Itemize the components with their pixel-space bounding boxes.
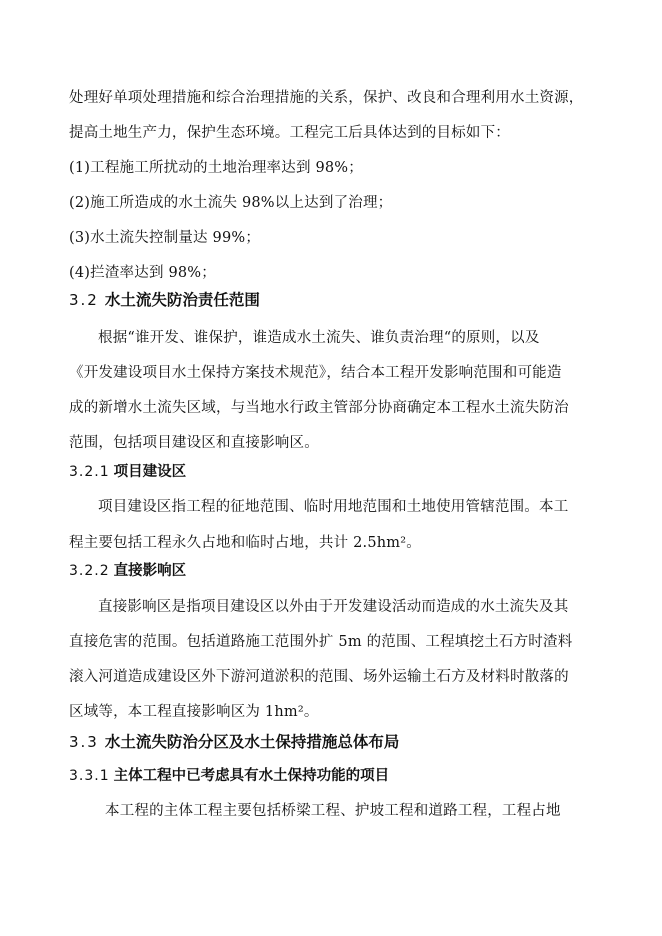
section-number: 3.2.1 [69, 464, 110, 480]
s32-paragraph-line-4: 范围，包括项目建设区和直接影响区。 [69, 435, 319, 451]
s321-paragraph-line-1: 项目建设区指工程的征地范围、临时用地范围和土地使用管辖范围。本工 [98, 499, 569, 515]
section-title: 项目建设区 [113, 464, 187, 480]
section-3-3-heading [69, 731, 399, 753]
s32-paragraph-line-3: 成的新增水土流失区域，与当地水行政主管部分协商确定本工程水土流失防治 [69, 400, 569, 416]
section-title: 水土流失防治分区及水土保持措施总体布局 [104, 733, 400, 751]
s322-paragraph-line-3: 滚入河道造成建设区外下游河道淤积的范围、场外运输土石方及材料时散落的 [69, 669, 569, 685]
s322-paragraph-line-2: 直接危害的范围。包括道路施工范围外扩 5m 的范围、工程填挖土石方时渣料 [69, 634, 573, 650]
section-title: 水土流失防治责任范围 [104, 291, 260, 309]
section-title: 直接影响区 [113, 563, 187, 579]
goal-item-2: (2)施工所造成的水土流失 98%以上达到了治理； [69, 195, 393, 211]
section-number: 3.2 [69, 291, 99, 309]
s322-paragraph-line-4: 区域等，本工程直接影响区为 1hm²。 [69, 704, 319, 720]
section-number: 3.3.1 [69, 768, 110, 784]
section-number: 3.3 [69, 733, 99, 751]
section-3-2-heading [69, 289, 260, 311]
s331-paragraph-line-1: 本工程的主体工程主要包括桥梁工程、护坡工程和道路工程，工程占地 [105, 803, 561, 819]
s321-paragraph-line-2: 程主要包括工程永久占地和临时占地，共计 2.5hm²。 [69, 535, 421, 551]
intro-line-1: 处理好单项处理措施和综合治理措施的关系，保护、改良和合理利用水土资源， [69, 90, 584, 106]
s32-paragraph-line-1: 根据“谁开发、谁保护，谁造成水土流失、谁负责治理“的原则，以及 [98, 330, 540, 346]
section-3-3-1-heading [69, 765, 389, 786]
s32-paragraph-line-2: 《开发建设项目水土保持方案技术规范》，结合本工程开发影响范围和可能造 [69, 365, 562, 381]
s322-paragraph-line-1: 直接影响区是指项目建设区以外由于开发建设活动而造成的水土流失及其 [98, 599, 569, 615]
goal-item-4: (4)拦渣率达到 98%； [69, 265, 216, 281]
section-3-2-2-heading [69, 560, 186, 581]
section-title: 主体工程中已考虑具有水土保持功能的项目 [113, 768, 390, 784]
intro-line-2: 提高土地生产力，保护生态环境。工程完工后具体达到的目标如下： [69, 125, 510, 141]
section-number: 3.2.2 [69, 563, 110, 579]
section-3-2-1-heading [69, 461, 186, 482]
goal-item-3: (3)水土流失控制量达 99%； [69, 230, 261, 246]
goal-item-1: (1)工程施工所扰动的土地治理率达到 98%； [69, 160, 363, 176]
